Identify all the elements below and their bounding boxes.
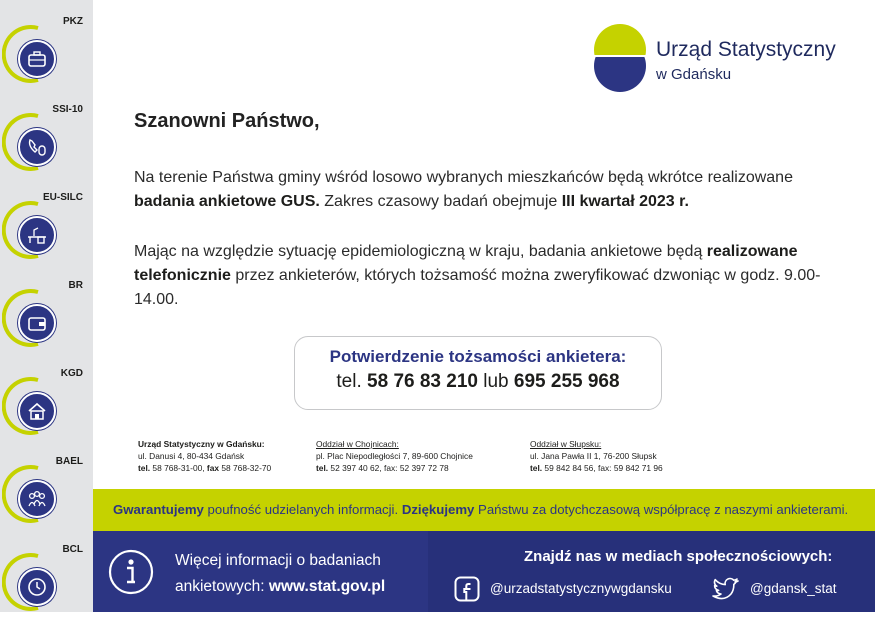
survey-label: BCL [62,544,83,555]
identity-confirmation-box [294,336,662,410]
footer-info-text-2 [175,578,385,596]
confidentiality-band [93,489,875,531]
tel-fax-numbers: 52 397 40 62, fax: 52 397 72 78 [328,463,449,473]
footer-info [93,531,428,612]
office-chojnice [316,438,473,474]
phone-prefix: tel. [336,371,368,392]
tel-number: 58 768-31-00, [150,463,207,473]
band-plain: Państwu za dotychczasową współpracę z naszymi ankieterami. [474,502,849,517]
paragraph-emphasis: realizowane telefonicznie [134,243,798,284]
social-title: Znajdź nas w mediach społecznościowych: [524,548,833,565]
fax-number: 58 768-32-70 [219,463,272,473]
confirmation-phones [295,371,661,393]
phone-separator: lub [477,371,514,392]
twitter-handle[interactable]: @gdansk_stat [750,581,837,596]
band-text [113,502,848,517]
survey-ssi-10 [0,104,93,192]
survey-eu-silc [0,192,93,280]
office-address: ul. Danusi 4, 80-434 Gdańsk [138,451,245,461]
survey-label: SSI-10 [52,104,83,115]
survey-pkz [0,16,93,104]
phone-number-1[interactable]: 58 76 83 210 [367,371,478,392]
office-name: Oddział w Słupsku: [530,439,602,449]
survey-bcl [0,544,93,632]
website-link[interactable]: www.stat.gov.pl [268,578,386,595]
survey-label: KGD [60,368,83,379]
office-contact [138,462,271,474]
survey-label: BAEL [55,456,83,467]
survey-kgd [0,368,93,456]
phone-mouse-icon [18,128,56,166]
greeting: Szanowni Państwo, [134,110,320,132]
office-gdansk [138,438,271,474]
info-icon [107,548,155,596]
survey-label: PKZ [63,16,83,27]
survey-bael [0,456,93,544]
clock-icon [18,568,56,606]
logo-mark-icon [590,20,650,96]
band-emphasis: Dziękujemy [401,502,475,517]
facebook-handle[interactable]: @urzadstatystycznywgdansku [490,581,672,596]
twitter-icon[interactable] [712,577,740,601]
survey-sidebar [0,0,93,612]
paragraph-text: Na terenie Państwa gminy wśród losowo wybranych mieszkańców będą wkrótce realizowane [134,169,793,186]
suitcase-icon [18,40,56,78]
logo [590,20,850,100]
fax-label: fax [206,463,220,473]
office-slupsk [530,438,663,474]
logo-title: Urząd Statystyczny [656,38,836,61]
tel-label: tel. [530,463,543,473]
office-contact [530,462,663,474]
band-plain: poufność udzielanych informacji. [203,502,402,517]
logo-subtitle: w Gdańsku [656,66,732,83]
house-icon [18,392,56,430]
desk-lamp-icon [18,216,56,254]
facebook-icon[interactable] [454,576,480,602]
paragraph-text: Mając na względzie sytuację epidemiologiczną w kraju, badania ankietowe będą [134,243,707,260]
band-emphasis: Gwarantujemy [113,502,204,517]
confirmation-title: Potwierdzenie tożsamości ankietera: [329,347,627,366]
footer-info-prefix: ankietowych: [175,578,269,595]
footer-info-text: Więcej informacji o badaniach [175,552,381,569]
office-name: Urząd Statystyczny w Gdańsku: [138,439,265,449]
wallet-icon [18,304,56,342]
survey-br [0,280,93,368]
tel-label: tel. [316,463,329,473]
office-address: pl. Plac Niepodległości 7, 89-600 Chojnice [316,451,473,461]
office-contact [316,462,473,474]
paragraph-emphasis: badania ankietowe GUS. [134,193,320,210]
tel-label: tel. [138,463,151,473]
paragraph-1 [134,166,854,214]
survey-label: BR [68,280,83,291]
paragraph-2 [134,240,854,312]
survey-label: EU-SILC [43,192,83,203]
footer-social [428,531,875,612]
tel-fax-numbers: 59 842 84 56, fax: 59 842 71 96 [542,463,663,473]
office-name: Oddział w Chojnicach: [316,439,399,449]
people-icon [18,480,56,518]
paragraph-text: przez ankieterów, których tożsamość można zweryfikować dzwoniąc w godz. 9.00-14.00. [134,267,821,308]
office-address: ul. Jana Pawła II 1, 76-200 Słupsk [530,451,657,461]
paragraph-emphasis: III kwartał 2023 r. [561,193,689,210]
paragraph-text: Zakres czasowy badań obejmuje [319,193,562,210]
phone-number-2[interactable]: 695 255 968 [513,371,620,392]
